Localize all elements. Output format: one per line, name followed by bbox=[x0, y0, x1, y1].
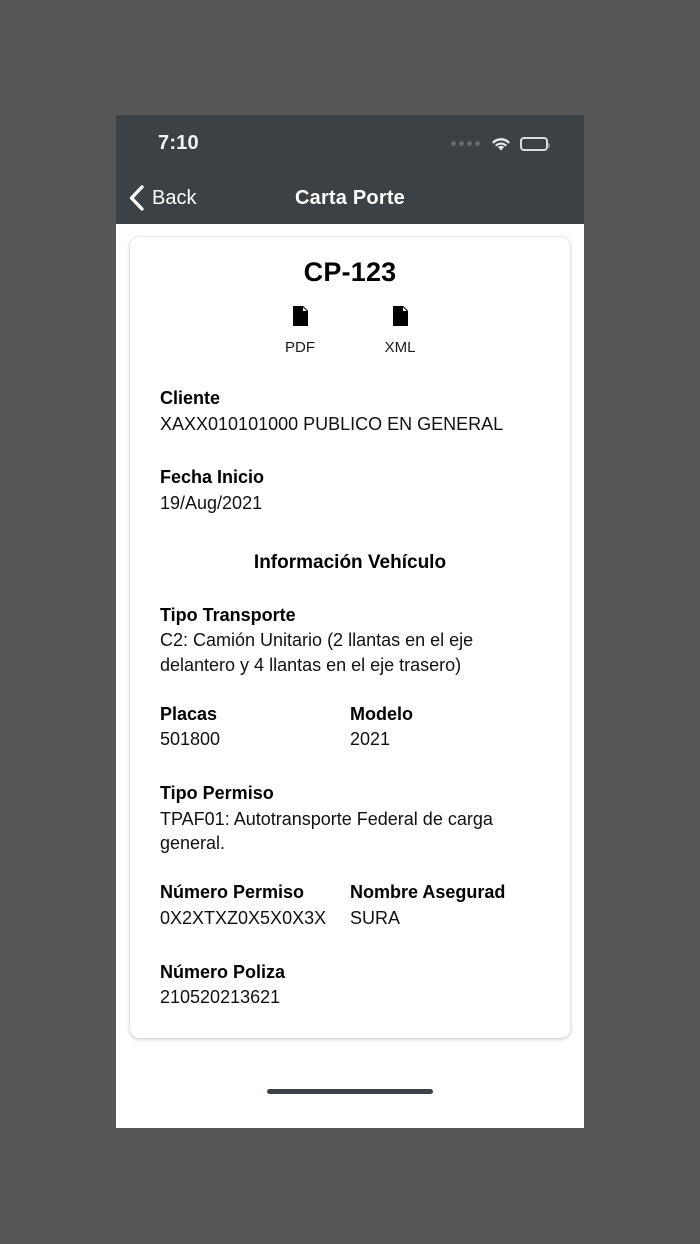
tipo-transporte-value: C2: Camión Unitario (2 llantas en el eje delantero y 4 llantas en el eje trasero) bbox=[160, 630, 474, 675]
nombre-asegurado-value: SURA bbox=[350, 907, 401, 928]
vehicle-section-heading: Información Vehículo bbox=[253, 551, 447, 573]
download-pdf-button[interactable] bbox=[272, 306, 328, 356]
cliente-value: XAXX010101000 PUBLICO EN GENERAL bbox=[160, 413, 504, 434]
home-indicator[interactable] bbox=[267, 1089, 433, 1094]
field-placas bbox=[160, 703, 350, 752]
document-actions bbox=[160, 306, 540, 356]
phone-screen bbox=[116, 115, 584, 1128]
file-document-icon bbox=[393, 306, 408, 326]
wifi-icon bbox=[490, 136, 512, 152]
status-bar-icons bbox=[451, 136, 548, 152]
cliente-label: Cliente bbox=[160, 388, 221, 408]
file-document-icon bbox=[293, 306, 308, 326]
status-bar-time: 7:10 bbox=[158, 132, 199, 154]
tipo-permiso-value: TPAF01: Autotransporte Federal de carga general. bbox=[160, 808, 493, 854]
numero-permiso-label: Número Permiso bbox=[160, 882, 305, 903]
page-title: Carta Porte bbox=[294, 186, 405, 209]
nombre-asegurado-label: Nombre Asegurad bbox=[350, 882, 506, 903]
field-modelo bbox=[350, 703, 540, 752]
carta-porte-card bbox=[130, 237, 570, 1038]
xml-label: XML bbox=[384, 339, 416, 356]
home-indicator-area bbox=[116, 1054, 584, 1128]
battery-full-icon bbox=[520, 137, 548, 151]
numero-poliza-value: 210520213621 bbox=[160, 987, 281, 1008]
modelo-value: 2021 bbox=[350, 729, 391, 750]
tipo-transporte-label: Tipo Transporte bbox=[160, 604, 296, 625]
navigation-bar bbox=[116, 172, 584, 224]
tipo-permiso-label: Tipo Permiso bbox=[160, 783, 274, 804]
field-tipo-permiso bbox=[160, 782, 540, 856]
field-fecha-inicio bbox=[160, 466, 540, 515]
card-title: CP-123 bbox=[303, 257, 397, 287]
signal-dots-icon bbox=[451, 141, 480, 146]
numero-poliza-label: Número Poliza bbox=[160, 961, 286, 982]
content-area bbox=[116, 224, 584, 1054]
row-placas-modelo bbox=[160, 703, 540, 752]
field-tipo-transporte bbox=[160, 604, 540, 678]
pdf-label: PDF bbox=[285, 339, 315, 356]
placas-label: Placas bbox=[160, 703, 218, 724]
back-button-label: Back bbox=[152, 186, 197, 209]
download-xml-button[interactable] bbox=[372, 306, 428, 356]
status-bar bbox=[116, 115, 584, 172]
fecha-inicio-label: Fecha Inicio bbox=[160, 467, 265, 488]
fecha-inicio-value: 19/Aug/2021 bbox=[160, 492, 263, 513]
field-numero-permiso bbox=[160, 881, 350, 930]
field-numero-poliza bbox=[160, 961, 540, 1010]
row-permiso-asegurado bbox=[160, 881, 540, 930]
modelo-label: Modelo bbox=[350, 703, 413, 724]
placas-value: 501800 bbox=[160, 729, 221, 750]
chevron-left-icon bbox=[128, 185, 145, 211]
back-button[interactable] bbox=[128, 185, 196, 211]
field-nombre-asegurado bbox=[350, 881, 540, 930]
field-cliente bbox=[160, 387, 540, 436]
numero-permiso-value: 0X2XTXZ0X5X0X3X bbox=[160, 907, 327, 928]
